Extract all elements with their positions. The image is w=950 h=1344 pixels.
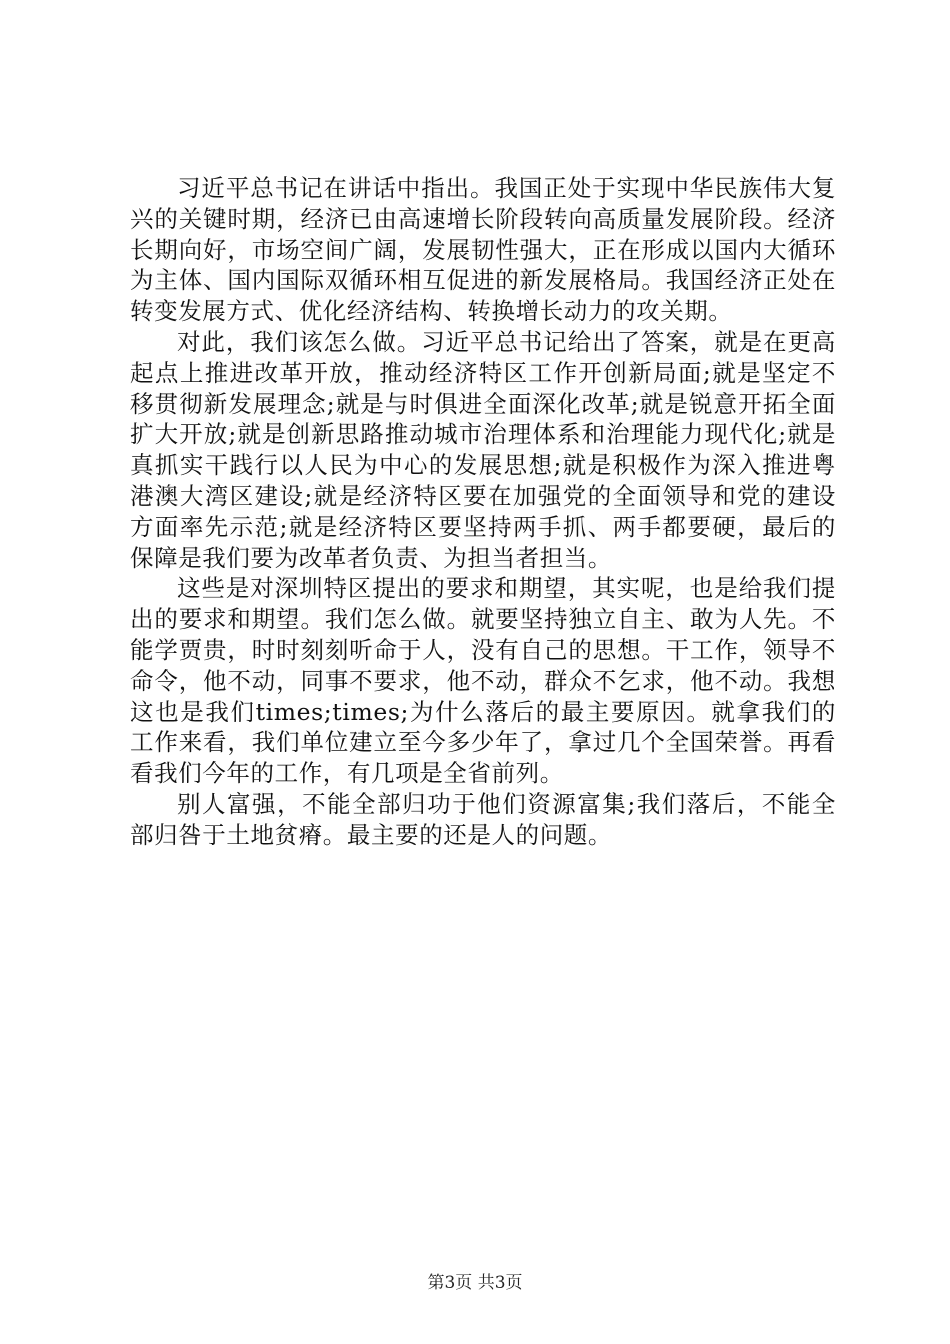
page-number-label: 第3页 共3页 [427, 1273, 523, 1293]
paragraph-4: 别人富强，不能全部归功于他们资源富集;我们落后，不能全部归咎于土地贫瘠。最主要的还是人的问题。 [130, 789, 836, 849]
paragraph-1: 习近平总书记在讲话中指出。我国正处于实现中华民族伟大复兴的关键时期，经济已由高速增长阶段转向高质量发展阶段。经济长期向好，市场空间广阔，发展韧性强大，正在形成以国内大循环为主体、国内国际双循环相互促进的新发展格局。我国经济正处在转变发展方式、优化经济结构、转换增长动力的攻关期。 [130, 174, 836, 326]
paragraph-2: 对此，我们该怎么做。习近平总书记给出了答案，就是在更高起点上推进改革开放，推动经济特区工作开创新局面;就是坚定不移贯彻新发展理念;就是与时俱进全面深化改革;就是锐意开拓全面扩大开放;就是创新思路推动城市治理体系和治理能力现代化;就是真抓实干践行以人民为中心的发展思想;就是积极作为深入推进粤港澳大湾区建设;就是经济特区要在加强党的全面领导和党的建设方面率先示范;就是经济特区要坚持两手抓、两手都要硬，最后的保障是我们要为改革者负责、为担当者担当。 [130, 327, 836, 572]
page-footer [0, 1272, 950, 1294]
document-body [130, 173, 836, 851]
paragraph-3: 这些是对深圳特区提出的要求和期望，其实呢，也是给我们提出的要求和期望。我们怎么做。就要坚持独立自主、敢为人先。不能学贾贵，时时刻刻听命于人，没有自己的思想。干工作，领导不命令，他不动，同事不要求，他不动，群众不乞求，他不动。我想这也是我们times;times;为什么落后的最主要原因。就拿我们的工作来看，我们单位建立至今多少年了，拿过几个全国荣誉。再看看我们今年的工作，有几项是全省前列。 [130, 574, 836, 788]
